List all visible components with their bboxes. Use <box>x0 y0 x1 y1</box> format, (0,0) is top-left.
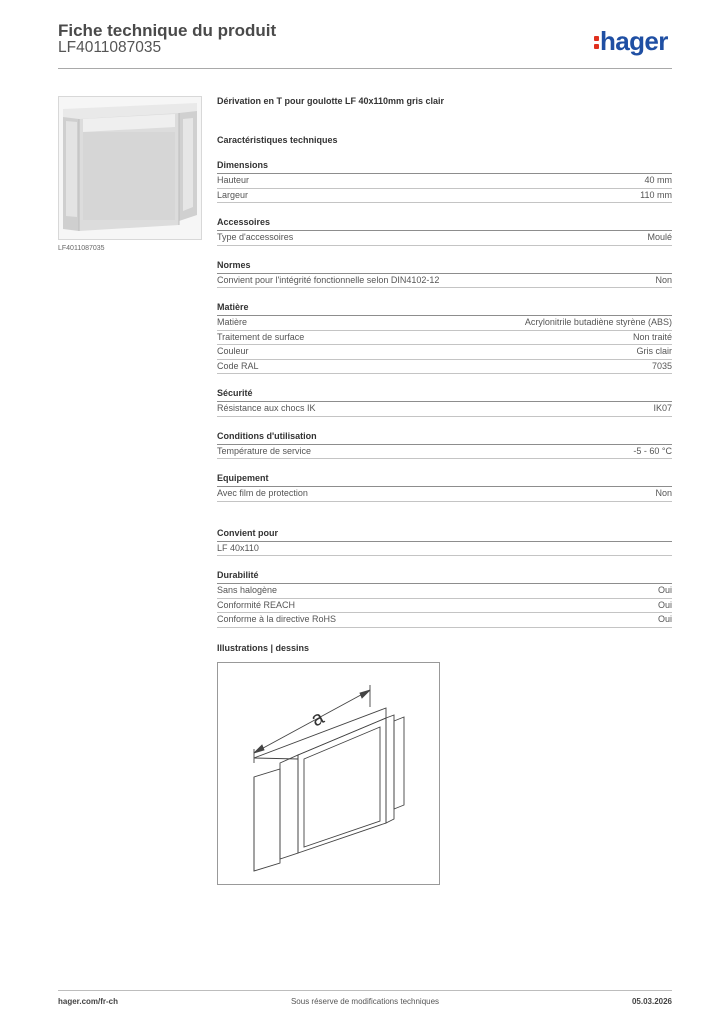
spec-row: Conformité REACH Oui <box>217 599 672 614</box>
logo-text: hager <box>600 26 668 56</box>
section-conditions <box>217 430 672 460</box>
section-title: Matière <box>217 301 672 316</box>
section-matiere <box>217 301 672 374</box>
spec-row: Convient pour l'intégrité fonctionnelle selon DIN4102-12 Non <box>217 274 672 289</box>
t-junction-drawing <box>218 663 439 884</box>
section-accessoires <box>217 216 672 246</box>
logo-dots-icon <box>594 32 599 52</box>
illustrations-heading: Illustrations | dessins <box>217 642 310 653</box>
section-securite <box>217 387 672 417</box>
spec-row: Couleur Gris clair <box>217 345 672 360</box>
footer <box>58 997 672 1011</box>
section-title: Equipement <box>217 472 672 487</box>
technical-drawing <box>217 662 440 885</box>
spec-row: Code RAL 7035 <box>217 360 672 375</box>
dimension-label: a <box>307 706 328 731</box>
spec-row: Sans halogène Oui <box>217 584 672 599</box>
section-title: Normes <box>217 259 672 274</box>
product-photo <box>58 96 202 240</box>
spec-row: Avec film de protection Non <box>217 487 672 502</box>
spec-row: Matière Acrylonitrile butadiène styrène (ABS) <box>217 316 672 331</box>
product-title: Dérivation en T pour goulotte LF 40x110mm gris clair <box>217 96 445 106</box>
spec-row: Traitement de surface Non traité <box>217 331 672 346</box>
spec-row: Type d'accessoires Moulé <box>217 231 672 246</box>
section-title: Sécurité <box>217 387 672 402</box>
product-photo-caption: LF4011087035 <box>58 245 105 252</box>
product-photo-drawing <box>59 97 201 239</box>
header-divider <box>58 68 672 69</box>
spec-sheet <box>217 95 672 885</box>
section-title: Dimensions <box>217 159 672 174</box>
spec-row: Largeur 110 mm <box>217 189 672 204</box>
section-title: Conditions d'utilisation <box>217 430 672 445</box>
spec-row: LF 40x110 <box>217 542 672 557</box>
section-title: Convient pour <box>217 527 672 542</box>
website-link[interactable]: hager.com/fr-ch <box>58 997 119 1006</box>
page-title: Fiche technique du produit <box>58 21 277 40</box>
spec-row: Température de service -5 - 60 °C <box>217 445 672 460</box>
spec-row: Conforme à la directive RoHS Oui <box>217 613 672 628</box>
section-equipement <box>217 472 672 502</box>
section-title: Durabilité <box>217 569 672 584</box>
spec-row: Résistance aux chocs IK IK07 <box>217 402 672 417</box>
product-reference: LF4011087035 <box>58 39 162 56</box>
section-dimensions <box>217 159 672 203</box>
section-durabilite <box>217 569 672 628</box>
disclaimer: Sous réserve de modifications techniques <box>290 997 440 1006</box>
section-normes <box>217 259 672 289</box>
document-date: 05.03.2026 <box>631 997 672 1006</box>
footer-divider <box>58 990 672 991</box>
specs-heading: Caractéristiques techniques <box>217 135 338 145</box>
spec-row: Hauteur 40 mm <box>217 174 672 189</box>
section-convient <box>217 527 672 557</box>
section-title: Accessoires <box>217 216 672 231</box>
hager-logo[interactable] <box>594 28 668 54</box>
